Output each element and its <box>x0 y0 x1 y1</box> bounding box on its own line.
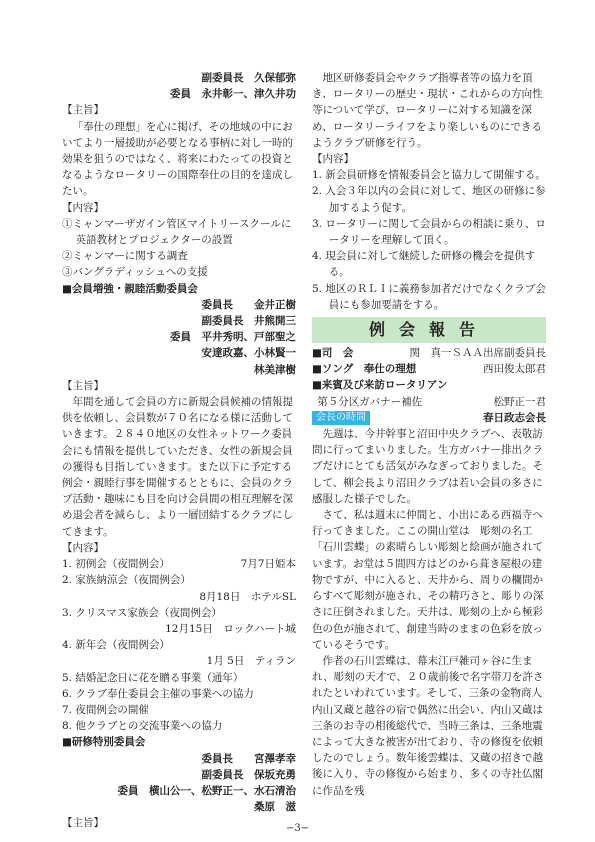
report-line: ■ソング 奉仕の理想 西田俊太郎君 <box>312 363 546 376</box>
event-row: 1月 5日 ティラン <box>206 655 296 668</box>
speech-paragraph: 作者の石川雲蝶は、幕末江戸雑司ヶ谷に生まれ、彫刻の天才で、２０歳前後で名字帯刀を許されたといわれています。そして、三条の金物商人内山又蔵と越谷の宿で偶然に出会い、内山又蔵は三条のお寺の相後総代で、当時三条は、三条地震によって大きな被害が出ており、寺の修復を依頼したのでしょう。数年後雲蝶は、又蔵の招きで越後に入り、寺の修復から始まり、多くの寺社仏閣に作品を残 <box>312 654 544 797</box>
content-item: 5. 地区のＲＬＩに義務参加者だけでなくクラブ会員にも参加要請をする。 <box>312 282 546 311</box>
content-item: 4. 現会員に対して継続した研修の機会を提供する。 <box>312 250 536 279</box>
event-row: 8月18日 ホテルSL <box>199 590 296 603</box>
event-row: 8. 他クラブとの交流事業への協力 <box>62 720 223 733</box>
page-number: −3− <box>285 823 310 834</box>
role-line: 委員長 宮澤孝幸 <box>201 752 296 765</box>
vice-chair-line: 副委員長 久保郁弥 <box>201 72 296 84</box>
right-column <box>312 70 546 799</box>
purpose-heading: 【主旨】 <box>62 817 104 830</box>
content-heading: 【内容】 <box>62 201 104 214</box>
content-item: 3. ロータリーに関して会員からの相談に乗り、ロータリーを理解して頂く。 <box>312 217 546 247</box>
member-line: 委員 永井彰一、津久井功 <box>170 88 296 101</box>
role-line: 副委員長 保坂充勇 <box>201 768 296 781</box>
content-item: ①ミャンマーザガイン管区マイトリースクールに英語教材とプロジェクターの設置 <box>62 217 292 247</box>
committee-heading: ■研修特別委員会 <box>62 736 146 749</box>
content-heading: 【内容】 <box>312 153 354 166</box>
role-line: 桑原 滋 <box>254 801 296 814</box>
president-time-header <box>312 410 546 426</box>
committee-heading: ■会員増強・親睦活動委員会 <box>62 282 198 295</box>
role-line: 委員長 金井正樹 <box>201 298 296 311</box>
content-item: ③バングラディッシュへの支援 <box>62 266 208 279</box>
speech-paragraph: 先週は、今井幹事と沼田中央クラブへ、表敬訪問に行ってまいりました。生方ガバナー排出クラブだけにとても活気がみなぎっておりました。そして、柳会長より沼田クラブは若い会員の多さに感服した様子でした。 <box>312 428 543 505</box>
content-heading: 【内容】 <box>62 541 104 554</box>
report-line: 第５分区ガバナー補佐 松野正一君 <box>317 395 546 408</box>
speaker-name: 春日政志会長 <box>483 411 546 424</box>
report-line: ■司 会 関 真一ＳＡＡ出席副委員長 <box>312 347 546 360</box>
purpose-text: 「奉仕の理想」を心に掲げ、その地域の中においてより一層援助が必要となる事柄に対し一時的効果を狙うのではなく、将来にわたっての投資となるようなロータリーの国際奉仕の目的を達成したい。 <box>62 120 293 198</box>
role-line: 委員 横山公一、松野正一、水石清治 <box>117 784 296 797</box>
event-row: 3. クリスマス家族会（夜間例会） <box>62 606 222 619</box>
event-row: 2. 家族納涼会（夜間例会） <box>62 574 191 587</box>
speech-paragraph: さて、私は週末に仲間と、小出にある西福寺へ行ってきました。ここの開山堂は 彫刻の名工「石川雲蝶」の素晴らしい彫刻と絵画が施されています。お堂は５間四方はどのから葺き屋根の建物ですが、中に入ると、天井から、周りの欄間からすべて彫刻が施され、その精巧さと、彫りの深さに圧倒されました。天井は、彫刻の上から極彩色の色が施されて、創建当時のままの色彩を放っているそうです。 <box>312 509 544 651</box>
meeting-report-banner: 例会報告 <box>312 317 546 343</box>
event-row: 4. 新年会（夜間例会） <box>62 639 170 652</box>
event-row: 6. クラブ奉仕委員会主催の事業への協力 <box>62 687 254 700</box>
content-item: ②ミャンマーに関する調査 <box>62 250 188 263</box>
role-line: 安達政嘉、小林賢一 <box>201 347 296 360</box>
president-time-label: 会長の時間 <box>312 411 370 425</box>
content-item: 1. 新会員研修を情報委員会と協力して開催する。 <box>312 169 546 182</box>
purpose-heading: 【主旨】 <box>62 379 104 392</box>
report-line: ■来賓及び来訪ロータリアン <box>312 379 448 392</box>
role-line: 委員 平井秀明、戸部聖之 <box>170 331 296 344</box>
event-row: 7. 夜間例会の開催 <box>62 703 149 716</box>
intro-text: 地区研修委員会やクラブ指導者等の協力を頂き、ロータリーの歴史・現状・これからの方向性等について学び、ロータリーに対する知識を深め、ロータリーライフをより楽しいものにできるようクラブ研修を行う。 <box>312 72 543 149</box>
event-row: 5. 結婚記念日に花を贈る事業（通年） <box>62 671 244 684</box>
role-line: 林美津樹 <box>254 363 296 376</box>
event-row: 1. 初例会（夜間例会） 7月7日姫本 <box>62 558 296 571</box>
purpose-heading: 【主旨】 <box>62 104 104 117</box>
role-line: 副委員長 井熊開三 <box>201 315 296 328</box>
content-item: 2. 入会３年以内の会員に対して、地区の研修に参加するよう促す。 <box>312 185 546 214</box>
event-row: 12月15日 ロックハート城 <box>165 622 296 635</box>
left-column <box>62 70 296 832</box>
purpose-text: 年間を通して会員の方に新規会員候補の情報提供を依頼し、会員数が７０名になる様に活動していきます。２８４０地区の女性ネットワーク委員会にも情報を提供していただき、女性の新規会員の獲得も目指していきます。また以下に予定する例会・親睦行事を開催するとともに、会員のクラブ活動・趣味にも目を向け会員間の相互理解を深め退会者を減らし、より一層団結するクラブにしてきます。 <box>62 396 293 538</box>
